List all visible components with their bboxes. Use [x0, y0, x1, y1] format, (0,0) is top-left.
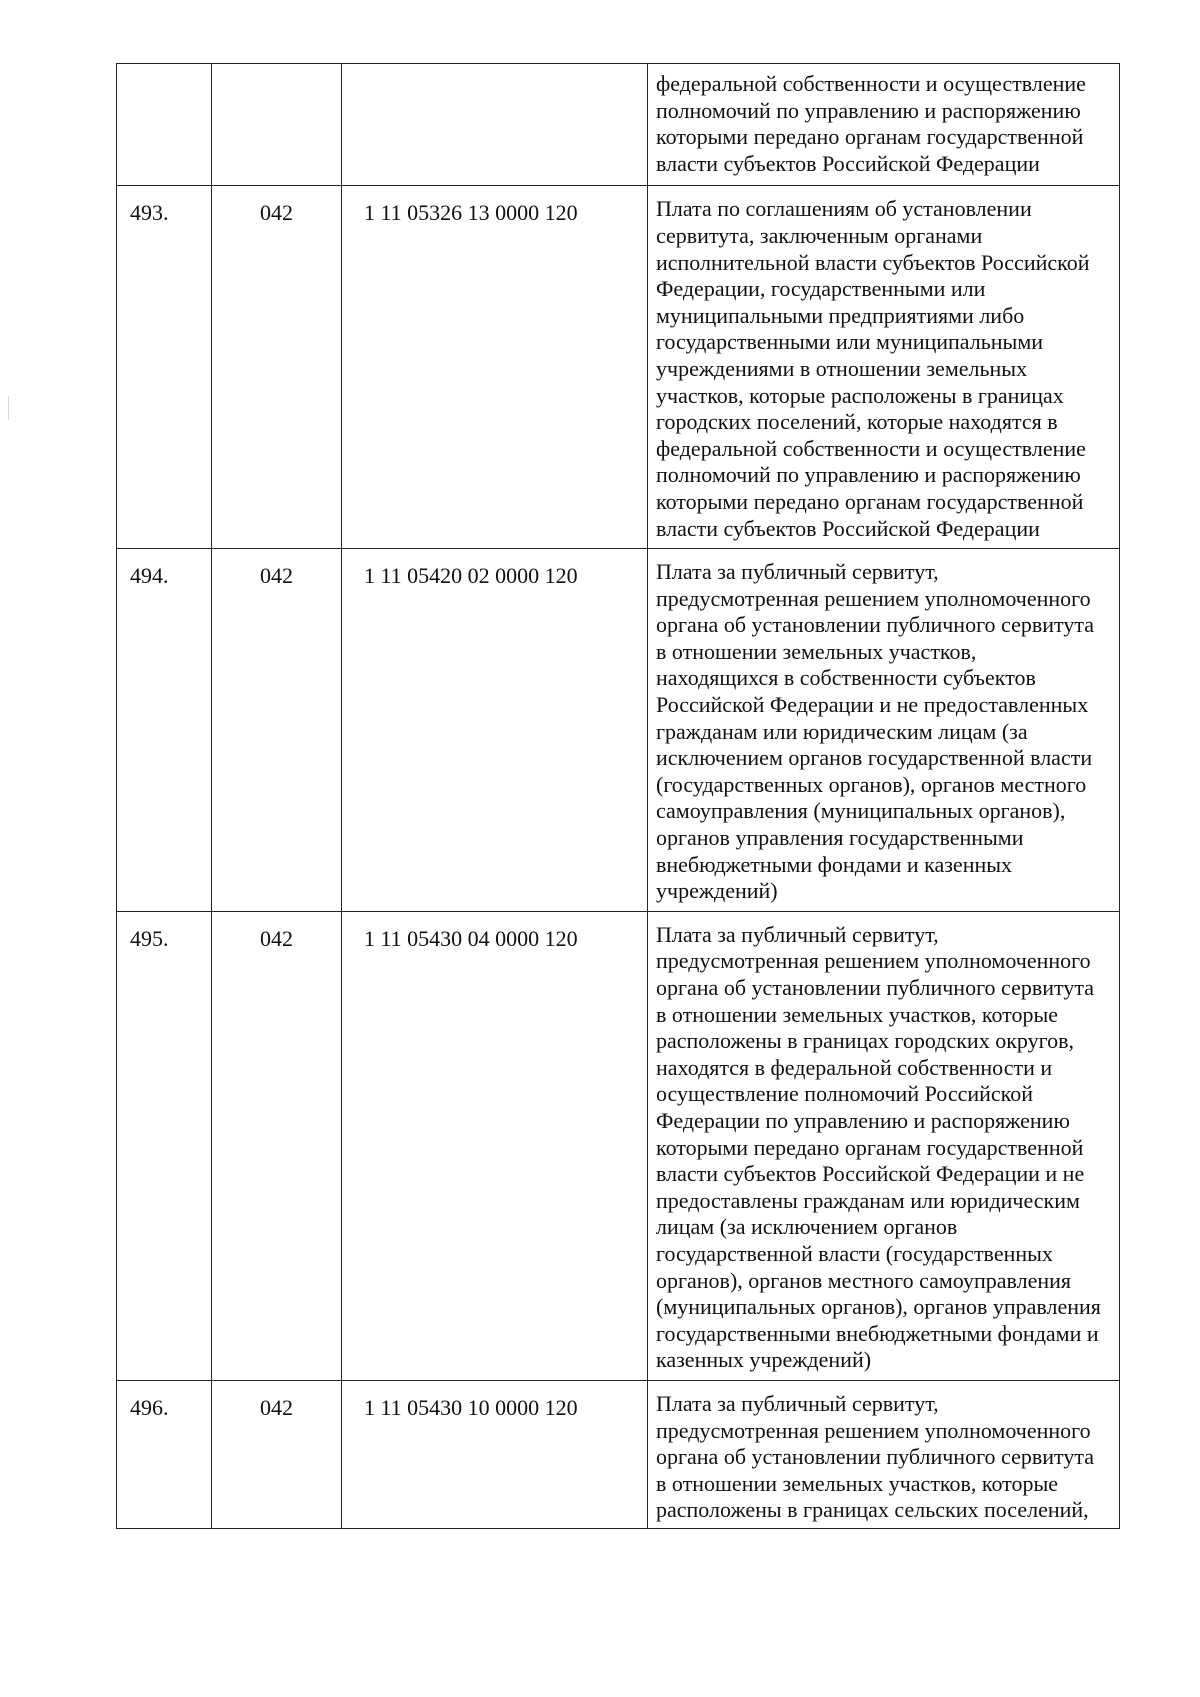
admin-code-cell: [212, 64, 342, 186]
description-line: осуществление полномочий Российской: [656, 1081, 1034, 1107]
description-line: исключением органов государственной власти: [656, 745, 1093, 771]
row-number-cell: 494.: [117, 549, 212, 912]
row-number-cell: 495.: [117, 911, 212, 1380]
admin-code-cell: 042: [212, 1380, 342, 1528]
description-line: Российской Федерации и не предоставленных: [656, 692, 1089, 718]
description-line: расположены в границах городских округов,: [656, 1028, 1074, 1054]
description-line: государственной власти (государственных: [656, 1240, 1053, 1266]
description-cell: [648, 911, 1120, 1380]
description-line: органа об установлении публичного сервитута: [656, 612, 1094, 638]
description-line: власти субъектов Российской Федерации: [656, 515, 1040, 541]
description-line: органов), органов местного самоуправления: [656, 1267, 1072, 1293]
table-row: [117, 1380, 1120, 1528]
description-line: городских поселений, которые находятся в: [656, 409, 1058, 435]
description-line: внебюджетными фондами и казенных: [656, 851, 1013, 877]
description-line: учреждений): [656, 878, 778, 904]
description-line: гражданам или юридическим лицам (за: [656, 718, 1028, 744]
description-cell: [648, 64, 1120, 186]
description-line: которыми передано органам государственной: [656, 1134, 1084, 1160]
description-line: Федерации, государственными или: [656, 276, 986, 302]
description-line: предоставлены гражданам или юридическим: [656, 1187, 1080, 1213]
description-line: в отношении земельных участков, которые: [656, 1001, 1059, 1027]
description-line: (муниципальных органов), органов управления: [656, 1294, 1101, 1320]
description-line: полномочий по управлению и распоряжению: [656, 462, 1081, 488]
description-line: самоуправления (муниципальных органов),: [656, 798, 1066, 824]
description-line: Плата за публичный сервитут,: [656, 1390, 939, 1416]
description-line: федеральной собственности и осуществление: [656, 435, 1086, 461]
kbk-code-cell: 1 11 05430 10 0000 120: [342, 1380, 648, 1528]
description-line: предусмотренная решением уполномоченного: [656, 948, 1091, 974]
description-line: находятся в федеральной собственности и: [656, 1054, 1053, 1080]
description-line: полномочий по управлению и распоряжению: [656, 97, 1081, 123]
kbk-code-cell: 1 11 05430 04 0000 120: [342, 911, 648, 1380]
description-line: Плата за публичный сервитут,: [656, 559, 939, 585]
table-row: [117, 911, 1120, 1380]
description-line: которыми передано органам государственной: [656, 488, 1084, 514]
description-line: казенных учреждений): [656, 1347, 872, 1373]
row-number-cell: [117, 64, 212, 186]
description-line: власти субъектов Российской Федерации и не: [656, 1161, 1085, 1187]
description-line: Федерации по управлению и распоряжению: [656, 1107, 1070, 1133]
description-line: расположены в границах сельских поселений,: [656, 1497, 1089, 1523]
description-line: органа об установлении публичного сервитута: [656, 975, 1094, 1000]
description-cell: [648, 549, 1120, 912]
description-line: органа об установлении публичного сервитута: [656, 1444, 1094, 1470]
admin-code-cell: 042: [212, 186, 342, 549]
admin-code-cell: 042: [212, 911, 342, 1380]
description-line: власти субъектов Российской Федерации: [656, 150, 1040, 176]
description-line: муниципальными предприятиями либо: [656, 302, 1025, 328]
description-line: органов управления государственными: [656, 825, 1024, 851]
table-row: [117, 549, 1120, 912]
description-line: государственными внебюджетными фондами и: [656, 1320, 1099, 1346]
description-line: исполнительной власти субъектов Российской: [656, 249, 1090, 275]
description-line: которыми передано органам государственной: [656, 124, 1084, 150]
description-line: учреждениями в отношении земельных: [656, 355, 1028, 381]
table-body: [117, 64, 1120, 1529]
table-row: [117, 186, 1120, 549]
description-line: в отношении земельных участков,: [656, 638, 977, 664]
admin-code-cell: 042: [212, 549, 342, 912]
row-number-cell: 496.: [117, 1380, 212, 1528]
description-cell: [648, 1380, 1120, 1528]
description-line: федеральной собственности и осуществление: [656, 71, 1086, 96]
description-line: лицам (за исключением органов: [656, 1214, 958, 1240]
kbk-code-cell: [342, 64, 648, 186]
description-line: находящихся в собственности субъектов: [656, 665, 1036, 691]
description-line: (государственных органов), органов местного: [656, 771, 1087, 797]
kbk-code-cell: 1 11 05326 13 0000 120: [342, 186, 648, 549]
description-line: в отношении земельных участков, которые: [656, 1470, 1059, 1496]
description-cell: [648, 186, 1120, 549]
description-line: предусмотренная решением уполномоченного: [656, 1417, 1091, 1443]
table-row: [117, 64, 1120, 186]
kbk-code-cell: 1 11 05420 02 0000 120: [342, 549, 648, 912]
description-line: сервитута, заключенным органами: [656, 222, 983, 248]
description-line: Плата по соглашениям об установлении: [656, 196, 1032, 222]
revenue-code-table: [116, 63, 1120, 1529]
description-line: государственными или муниципальными: [656, 329, 1044, 355]
description-line: участков, которые расположены в границах: [656, 382, 1064, 408]
scan-margin-mark: [8, 396, 9, 420]
row-number-cell: 493.: [117, 186, 212, 549]
description-line: Плата за публичный сервитут,: [656, 921, 939, 947]
description-line: предусмотренная решением уполномоченного: [656, 585, 1091, 611]
